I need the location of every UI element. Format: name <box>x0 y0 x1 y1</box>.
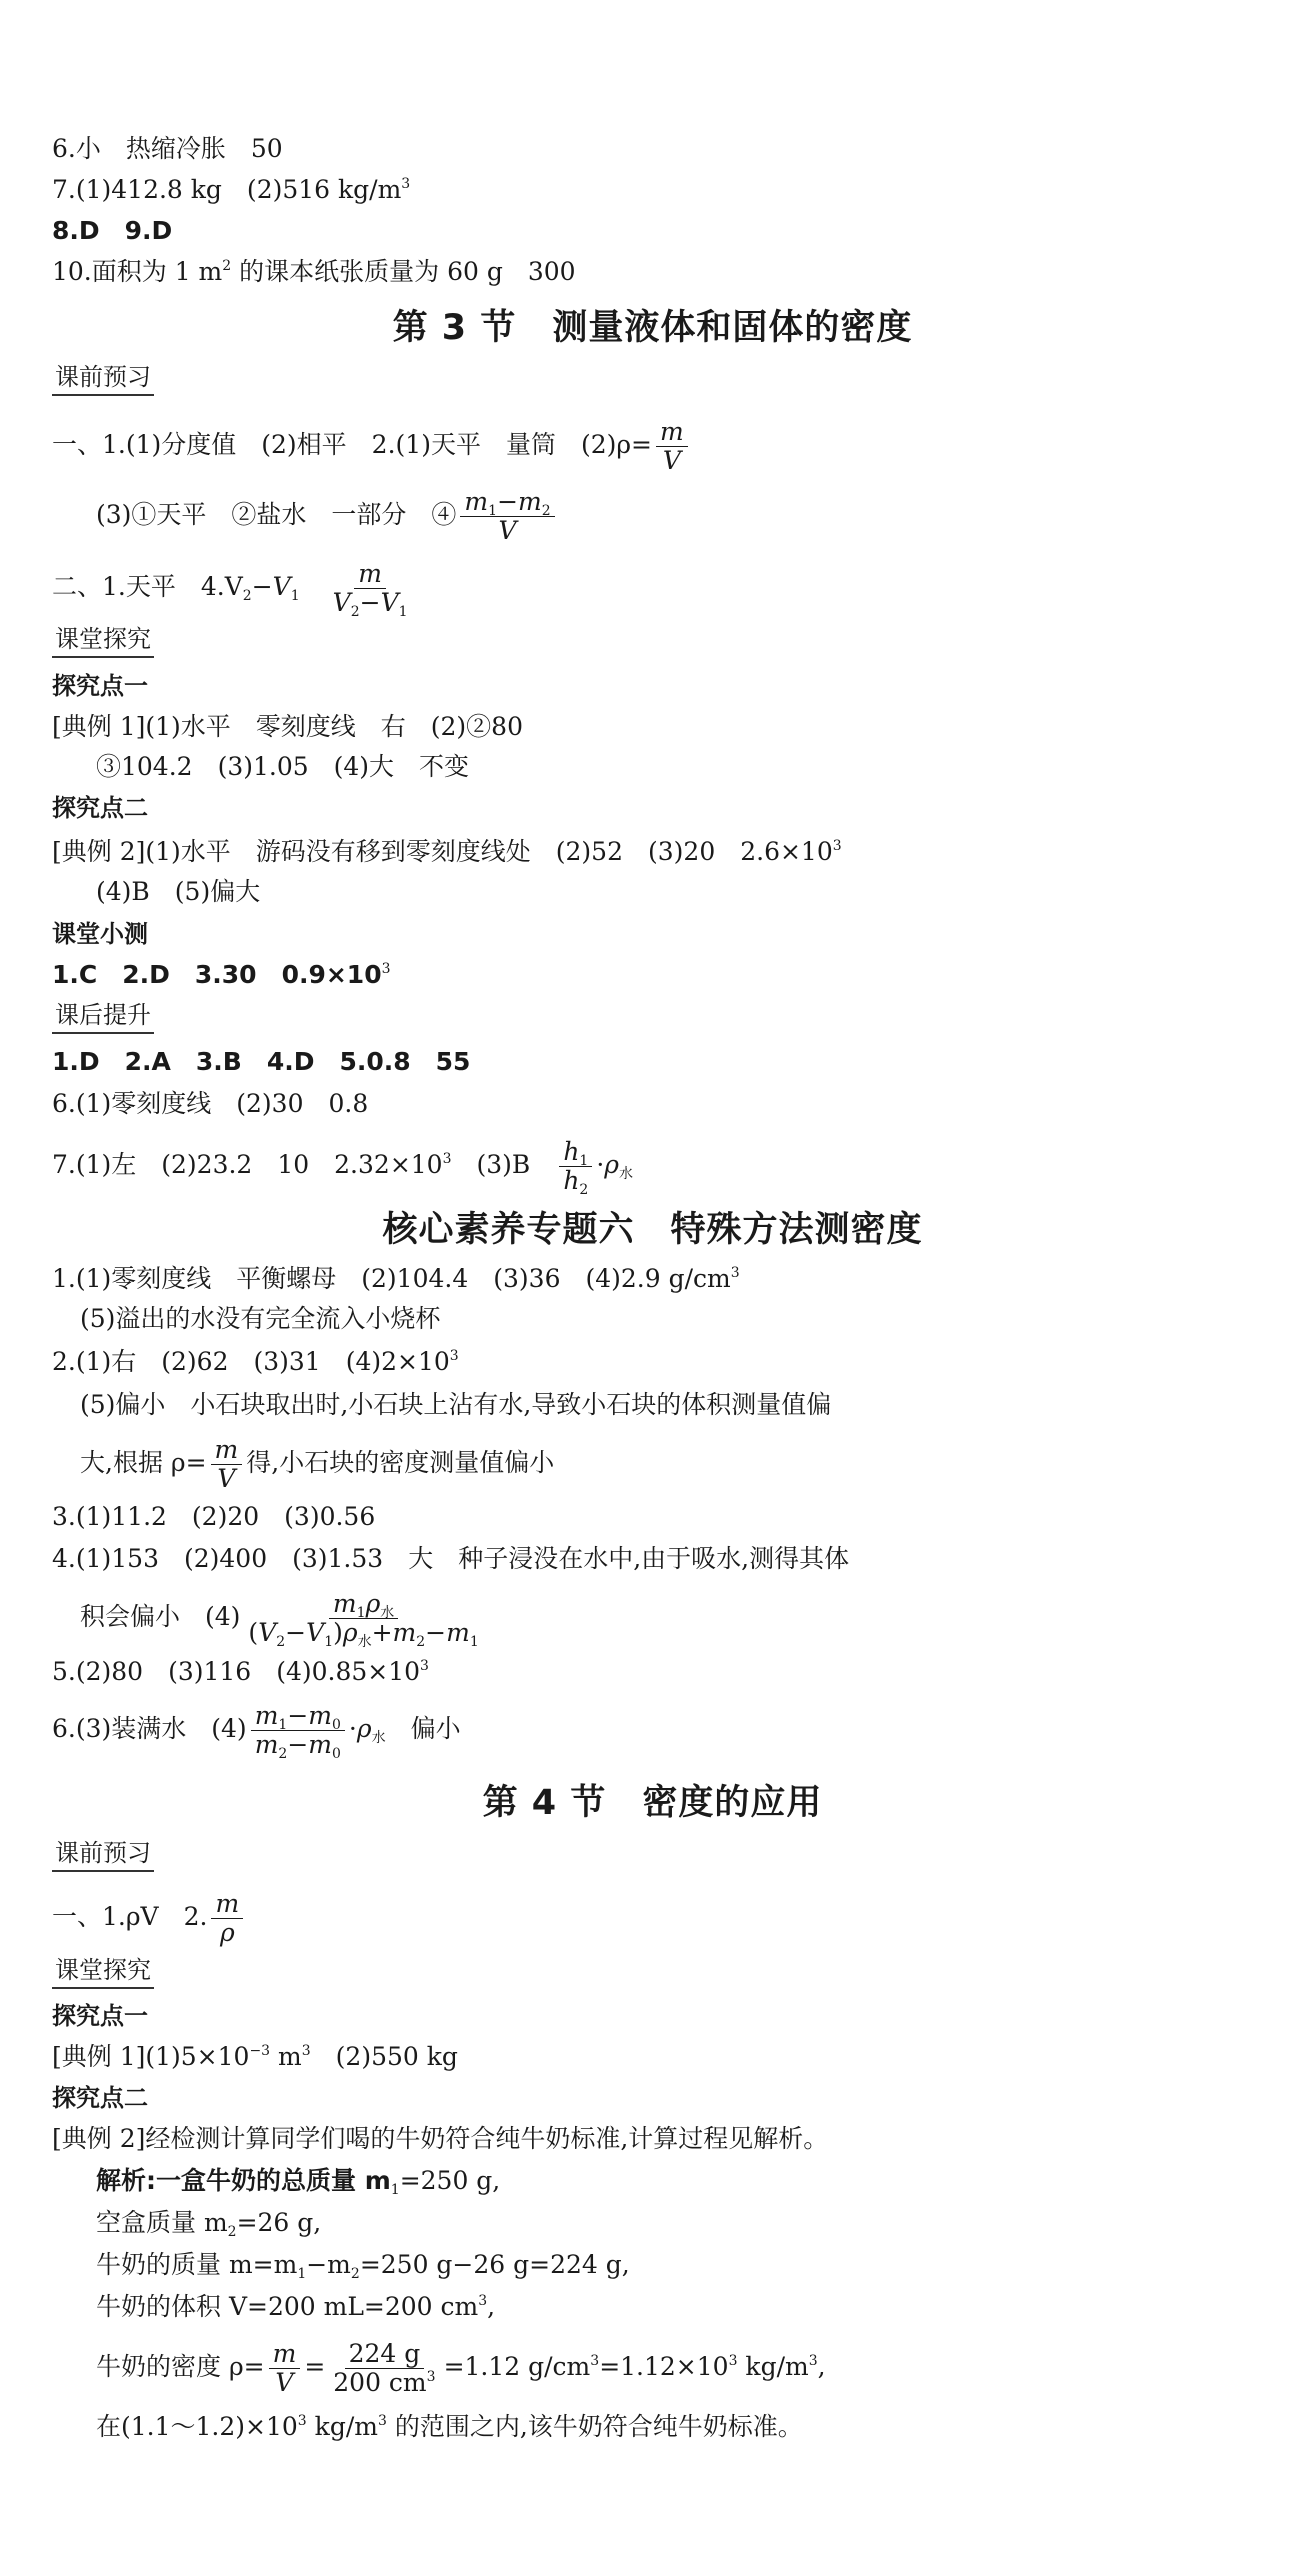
special-topic-heading: 核心素养专题六 特殊方法测密度 <box>382 1210 923 1250</box>
explore-point-2-label: 探究点二 <box>52 794 148 822</box>
example-1-line-1: [典例 1](1)水平 零刻度线 右 (2)②80 <box>52 712 523 741</box>
example-1-line-2: ③104.2 (3)1.05 (4)大 不变 <box>96 752 470 781</box>
class-quiz-answers: 1.C 2.D 3.30 $0.9\times 10^3$ <box>52 960 391 989</box>
explore-point-1b-label: 探究点一 <box>52 2002 148 2030</box>
special-line-1b: (5)溢出的水没有完全流入小烧杯 <box>80 1304 441 1333</box>
section-label-class-explore: 课堂探究 <box>52 624 154 658</box>
solution-line-4: 牛奶的体积 V=200 mL=200 $cm^3$, <box>96 2292 496 2321</box>
class-quiz-label: 课堂小测 <box>52 920 148 948</box>
special-line-5: 5.(2)80 (3)116 $(4)0.85\times 10^3$ <box>52 1657 429 1686</box>
solution-line-1: 解析:一盒牛奶的总质量 $m_1=250$ g, <box>96 2166 501 2198</box>
section-label-pre-study-2: 课前预习 <box>52 1838 154 1872</box>
solution-line-2: 空盒质量 $m_2=26$ g, <box>96 2208 322 2240</box>
explore-point-2b-label: 探究点二 <box>52 2084 148 2112</box>
pre-study-line-3: 二、1.天平 $4.V_2-V_1$ $\frac{m}{V_2-V_1}$ <box>52 559 408 620</box>
after-class-line-1: 1.D 2.A 3.B 4.D 5.0.8 55 <box>52 1047 471 1076</box>
special-line-4b: 积会偏小 (4) $m_1\rho_水$ $(V_2-V_1)\rho_水+m_2-m_1$ <box>80 1589 479 1650</box>
solution-line-6: 在$(1.1\sim 1.2)\times 10^3$ $kg/m^3$ 的范围之内,该牛奶符合纯牛奶标准。 <box>96 2412 803 2441</box>
after-class-line-3: 7.(1)左 (2)23.2 10 $2.32\times 10^3$ (3)B $\frac{h_1}{h_2}$ $\cdot\rho_水$ <box>52 1137 633 1198</box>
section-heading-3: 第 3 节 测量液体和固体的密度 <box>392 308 913 348</box>
sec4-example-1: [典例 $1](1)5\times 10^{-3}$ $m^3$ (2)550 kg <box>52 2042 458 2071</box>
special-line-2: 2.(1)右 (2)62 (3)31 $(4)2\times 10^3$ <box>52 1347 459 1376</box>
answer-line-10: 10.面积为 1 $m^2$ 的课本纸张质量为 60 g 300 <box>52 257 576 286</box>
special-line-2b: (5)偏小 小石块取出时,小石块上沾有水,导致小石块的体积测量值偏 <box>80 1390 832 1419</box>
section-heading-4: 第 4 节 密度的应用 <box>482 1783 823 1823</box>
answer-line-8-9: 8.D 9.D <box>52 216 173 245</box>
solution-line-3: 牛奶的质量 $m=m_1-m_2=250$ g−26 g=224 g, <box>96 2250 630 2282</box>
answer-line-7: 7.(1)412.8 kg (2)516 $kg/m^3$ <box>52 175 411 204</box>
pre-study-line-1: 一、1.(1)分度值 (2)相平 2.(1)天平 量筒 (2)ρ= $\frac{m}{V}$ <box>52 418 692 475</box>
explore-point-1-label: 探究点一 <box>52 672 148 700</box>
sec4-pre-study-line: 一、1.ρV 2. $\frac{m}{\rho}$ <box>52 1890 247 1947</box>
example-2-line-2: (4)B (5)偏大 <box>96 877 261 906</box>
section-label-after-class: 课后提升 <box>52 1000 154 1034</box>
answer-line-6: 6.小 热缩冷胀 50 <box>52 134 283 163</box>
special-line-4: 4.(1)153 (2)400 (3)1.53 大 种子浸没在水中,由于吸水,测得其体 <box>52 1544 850 1573</box>
example-2-line-1: [典例 2](1)水平 游码没有移到零刻度线处 (2)52 (3)20 $2.6\times 10^3$ <box>52 837 842 866</box>
special-line-3: 3.(1)11.2 (2)20 (3)0.56 <box>52 1502 376 1531</box>
special-line-6: 6.(3)装满水 (4) $\frac{m_1-m_0}{m_2-m_0}$ $\cdot\rho_水$ 偏小 <box>52 1701 461 1762</box>
special-line-1: 1.(1)零刻度线 平衡螺母 (2)104.4 (3)36 (4)2.9 $g/cm^3$ <box>52 1264 740 1293</box>
after-class-line-2: 6.(1)零刻度线 (2)30 0.8 <box>52 1089 369 1118</box>
section-label-class-explore-2: 课堂探究 <box>52 1955 154 1989</box>
sec4-example-2: [典例 2]经检测计算同学们喝的牛奶符合纯牛奶标准,计算过程见解析。 <box>52 2124 829 2153</box>
special-line-2c: 大,根据 ρ= $\frac{m}{V}$ 得,小石块的密度测量值偏小 <box>80 1435 555 1493</box>
solution-line-5: 牛奶的密度 ρ= $\frac{m}{V}$ = $\frac{224 g}{200 cm^3}$ =1.12 $g/cm^3=1.12\times 10^3$ $kg/m^3$, <box>96 2339 826 2397</box>
section-label-pre-study: 课前预习 <box>52 362 154 396</box>
pre-study-line-2: (3)①天平 ②盐水 一部分 ④ $\frac{m_1-m_2}{V}$ <box>96 488 559 545</box>
